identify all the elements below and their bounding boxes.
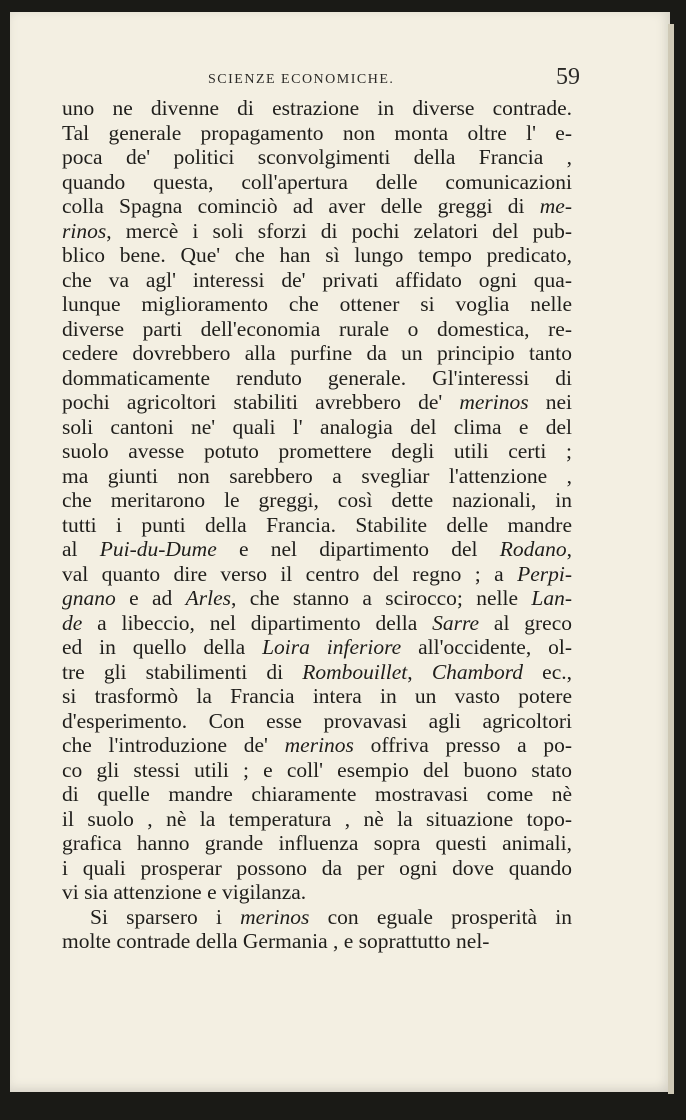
text-run: uno ne divenne di estrazione in diverse contrade. (62, 96, 572, 120)
text-run: suolo avesse potuto promettere degli utili certi ; (62, 439, 572, 463)
text-run: e nel dipartimento del (216, 537, 500, 561)
text-line (62, 782, 572, 807)
text-run: che meritarono le greggi, così dette nazionali, in (62, 488, 572, 512)
text-line (62, 96, 572, 121)
text-run: poca de' politici sconvolgimenti della Francia , (62, 145, 572, 169)
text-run: , (566, 537, 572, 561)
text-line (62, 733, 572, 758)
italic-text: Chambord (431, 659, 524, 684)
text-line (62, 611, 572, 636)
text-run: , mercè i soli sforzi di pochi zelatori del pub- (106, 218, 572, 243)
text-line (62, 660, 572, 685)
text-run: cedere dovrebbero alla purfine da un principio tanto (62, 341, 572, 365)
text-line (62, 684, 572, 709)
text-line (62, 562, 572, 587)
italic-text: de (62, 610, 83, 635)
text-line (62, 292, 572, 317)
text-line (62, 317, 572, 342)
text-line (62, 464, 572, 489)
text-run: dommaticamente renduto generale. Gl'interessi di (62, 365, 572, 390)
italic-text: Sarre (432, 610, 480, 635)
text-run: Tal generale propagamento non monta oltre l' e- (62, 120, 572, 145)
italic-text: Rodano (499, 537, 567, 561)
text-run: al (62, 537, 100, 561)
text-run: con eguale prosperità in (309, 904, 573, 929)
text-run: colla Spagna cominciò ad aver delle greggi di (62, 194, 540, 218)
text-line (62, 586, 572, 611)
italic-text: Pui-du-Dume (99, 537, 217, 561)
text-run: ed in quello della (62, 635, 263, 659)
italic-text: Rombouillet (302, 659, 408, 684)
page-number: 59 (556, 64, 580, 90)
text-line (62, 880, 572, 905)
text-run: all'occidente, ol- (401, 635, 572, 659)
text-line (62, 390, 572, 415)
text-run: soli cantoni ne' quali l' analogia del clima e del (62, 414, 572, 439)
text-line (62, 219, 572, 244)
text-run: che va agl' interessi de' privati affidato ogni qua- (62, 267, 572, 292)
text-run: offriva presso a po- (353, 733, 572, 757)
text-line (62, 856, 572, 881)
text-run: d'esperimento. Con esse provavasi agli agricoltori (62, 708, 572, 733)
text-line (62, 929, 572, 954)
text-line (62, 513, 572, 538)
text-line (62, 709, 572, 734)
text-line (62, 758, 572, 783)
text-line (62, 243, 572, 268)
italic-text: merinos (459, 390, 529, 414)
text-run: grafica hanno grande influenza sopra questi animali, (62, 831, 572, 855)
text-line (62, 439, 572, 464)
italic-text: Loira inferiore (262, 635, 402, 659)
text-line (62, 415, 572, 440)
text-run: di quelle mandre chiaramente mostravasi come nè (62, 782, 572, 806)
text-line (62, 635, 572, 660)
italic-text: rinos (62, 218, 107, 243)
text-run: quando questa, coll'apertura delle comunicazioni (62, 169, 572, 194)
text-line (62, 831, 572, 856)
text-line (62, 905, 572, 930)
page-edge (668, 24, 674, 1094)
text-run: nei (528, 390, 572, 414)
text-line (62, 366, 572, 391)
text-line (62, 268, 572, 293)
italic-text: me- (539, 194, 572, 218)
text-run: i quali prosperar possono da per ogni dove quando (62, 855, 572, 880)
italic-text: Perpi- (517, 561, 572, 586)
text-run: a libeccio, nel dipartimento della (82, 610, 433, 635)
italic-text: merinos (284, 733, 354, 757)
text-run: il suolo , nè la temperatura , nè la situazione topo- (62, 806, 572, 831)
text-run: tutti i punti della Francia. Stabilite delle mandre (62, 512, 572, 537)
body-text (62, 96, 572, 954)
text-run: tre gli stabilimenti di (62, 659, 303, 684)
text-run: val quanto dire verso il centro del regno ; a (62, 561, 518, 586)
text-run: , che stanno a scirocco; nelle (231, 586, 532, 610)
text-line (62, 145, 572, 170)
text-run: si trasformò la Francia intera in un vasto potere (62, 684, 572, 708)
text-run: molte contrade della Germania , e soprattutto nel- (62, 929, 490, 953)
text-run: diverse parti dell'economia rurale o domestica, re- (62, 316, 572, 341)
text-run: che l'introduzione de' (62, 733, 285, 757)
italic-text: merinos (240, 904, 310, 929)
text-line (62, 807, 572, 832)
text-run: al greco (479, 610, 572, 635)
text-run: lunque miglioramento che ottener si voglia nelle (62, 292, 572, 316)
italic-text: Lan- (531, 586, 572, 610)
text-line (62, 170, 572, 195)
text-run: Si sparsero i (90, 904, 241, 929)
text-run: ec., (523, 659, 572, 684)
text-run: e ad (115, 586, 186, 610)
text-run: ma giunti non sarebbero a svegliar l'attenzione , (62, 463, 572, 488)
text-run: vi sia attenzione e vigilanza. (62, 880, 307, 904)
text-run: pochi agricoltori stabiliti avrebbero de' (62, 390, 460, 414)
text-line (62, 488, 572, 513)
running-head (58, 66, 580, 90)
running-title: SCIENZE ECONOMICHE. (208, 72, 395, 87)
text-line (62, 341, 572, 366)
text-run: co gli stessi utili ; e coll' esempio del buono stato (62, 757, 572, 782)
text-line (62, 194, 572, 219)
text-run: blico bene. Que' che han sì lungo tempo predicato, (62, 243, 572, 267)
italic-text: gnano (62, 586, 116, 610)
text-run: , (407, 659, 432, 684)
text-line (62, 121, 572, 146)
text-line (62, 537, 572, 562)
italic-text: Arles (185, 586, 232, 610)
